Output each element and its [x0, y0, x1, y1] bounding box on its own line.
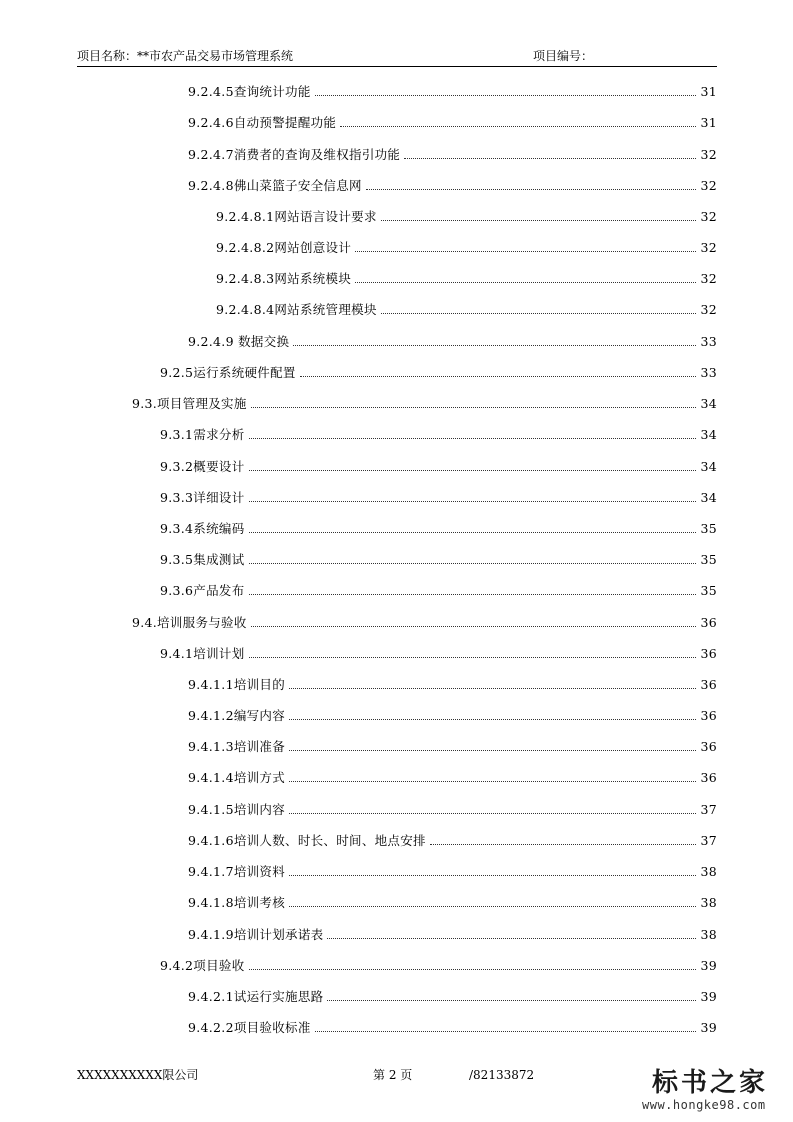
toc-entry[interactable]: [160, 550, 717, 570]
toc-entry-page: 34: [700, 490, 717, 505]
toc-entry[interactable]: [160, 363, 717, 383]
toc-entry[interactable]: [216, 207, 717, 227]
toc-entry-page: 36: [700, 677, 717, 692]
toc-entry-title: 9.3.2概要设计: [160, 459, 245, 474]
toc-leader: [340, 114, 696, 127]
toc-leader: [300, 364, 697, 377]
toc-entry-title: 9.3.3详细设计: [160, 490, 245, 505]
toc-entry-page: 35: [700, 552, 717, 567]
toc-entry-page: 37: [700, 833, 717, 848]
toc-entry[interactable]: [188, 893, 717, 913]
toc-entry[interactable]: [188, 82, 717, 102]
toc-entry[interactable]: [188, 862, 717, 882]
toc-entry[interactable]: [188, 1018, 717, 1038]
toc-entry-page: 33: [700, 334, 717, 349]
toc-entry[interactable]: [160, 519, 717, 539]
toc-entry-page: 36: [700, 708, 717, 723]
toc-leader: [249, 520, 697, 533]
toc-entry-title: 9.4.2.2项目验收标准: [188, 1020, 311, 1035]
toc-entry-title: 9.4.1.1培训目的: [188, 677, 286, 692]
toc-entry-title: 9.3.6产品发布: [160, 583, 245, 598]
toc-entry[interactable]: [216, 269, 717, 289]
toc-leader: [289, 769, 696, 782]
toc-entry[interactable]: [188, 145, 717, 165]
toc-entry-page: 34: [700, 459, 717, 474]
toc-leader: [249, 582, 697, 595]
toc-leader: [289, 863, 696, 876]
watermark-logo: [630, 1062, 780, 1116]
toc-entry-title: 9.4.1.2编写内容: [188, 708, 286, 723]
toc-leader: [249, 458, 697, 471]
toc-entry-title: 9.2.4.6自动预警提醒功能: [188, 115, 337, 130]
toc-leader: [430, 832, 697, 845]
toc-leader: [249, 489, 697, 502]
toc-entry-page: 36: [700, 646, 717, 661]
toc-leader: [355, 270, 696, 283]
toc-entry[interactable]: [188, 925, 717, 945]
toc-entry-title: 9.4.1.3培训准备: [188, 739, 286, 754]
toc-entry-page: 34: [700, 427, 717, 442]
toc-entry-page: 32: [700, 271, 717, 286]
toc-entry-page: 33: [700, 365, 717, 380]
toc-leader: [404, 146, 696, 159]
toc-entry-page: 38: [700, 927, 717, 942]
toc-entry-page: 34: [700, 396, 717, 411]
toc-leader: [293, 333, 696, 346]
toc-leader: [289, 738, 696, 751]
toc-entry-title: 9.4.2项目验收: [160, 958, 245, 973]
toc-entry-page: 32: [700, 240, 717, 255]
toc-leader: [249, 426, 697, 439]
toc-entry-title: 9.4.1.9培训计划承诺表: [188, 927, 324, 942]
toc-entry-page: 35: [700, 521, 717, 536]
page-header: [77, 48, 717, 67]
toc-entry-title: 9.4.培训服务与验收: [132, 615, 247, 630]
toc-leader: [249, 957, 697, 970]
toc-entry-title: 9.2.4.8佛山菜篮子安全信息网: [188, 178, 362, 193]
toc-entry-title: 9.3.5集成测试: [160, 552, 245, 567]
toc-leader: [355, 239, 696, 252]
toc-leader: [315, 1019, 697, 1032]
toc-entry[interactable]: [188, 176, 717, 196]
toc-entry-page: 38: [700, 864, 717, 879]
toc-entry[interactable]: [160, 581, 717, 601]
toc-leader: [327, 988, 696, 1001]
toc-entry-title: 9.3.项目管理及实施: [132, 396, 247, 411]
toc-entry[interactable]: [160, 457, 717, 477]
toc-entry-title: 9.2.4.8.4网站系统管理模块: [216, 302, 377, 317]
toc-entry-page: 39: [700, 989, 717, 1004]
toc-entry-title: 9.4.2.1试运行实施思路: [188, 989, 324, 1004]
toc-leader: [327, 926, 696, 939]
toc-entry[interactable]: [160, 425, 717, 445]
project-name: 项目名称：**市农产品交易市场管理系统: [77, 49, 294, 63]
toc-entry[interactable]: [188, 831, 717, 851]
footer-page-number: 第 2 页: [373, 1068, 413, 1082]
toc-entry[interactable]: [160, 956, 717, 976]
watermark-title: 标书之家: [652, 1068, 769, 1098]
toc-leader: [315, 83, 697, 96]
toc-entry-page: 39: [700, 958, 717, 973]
toc-entry-title: 9.3.4系统编码: [160, 521, 245, 536]
toc-leader: [289, 676, 696, 689]
footer-company: XXXXXXXXXX限公司: [77, 1068, 199, 1082]
toc-entry-page: 36: [700, 770, 717, 785]
toc-entry-page: 31: [700, 115, 717, 130]
toc-entry-title: 9.4.1.6培训人数、时长、时间、地点安排: [188, 833, 426, 848]
toc-entry[interactable]: [188, 987, 717, 1007]
toc-leader: [289, 894, 696, 907]
toc-entry[interactable]: [188, 675, 717, 695]
toc-entry-page: 37: [700, 802, 717, 817]
toc-entry[interactable]: [160, 644, 717, 664]
toc-entry-title: 9.4.1培训计划: [160, 646, 245, 661]
toc-leader: [249, 645, 697, 658]
toc-entry-title: 9.3.1需求分析: [160, 427, 245, 442]
toc-entry[interactable]: [188, 768, 717, 788]
toc-entry-page: 39: [700, 1020, 717, 1035]
project-number: 项目编号：: [533, 49, 594, 63]
toc-entry-page: 36: [700, 615, 717, 630]
toc-entry-title: 9.2.4.5查询统计功能: [188, 84, 311, 99]
toc-leader: [249, 551, 697, 564]
toc-leader: [251, 395, 697, 408]
toc-leader: [251, 614, 697, 627]
toc-entry-title: 9.4.1.5培训内容: [188, 802, 286, 817]
toc-entry-title: 9.2.4.9 数据交换: [188, 334, 290, 349]
watermark-url: www.hongke98.com: [642, 1098, 766, 1112]
toc-entry-page: 32: [700, 302, 717, 317]
toc-entry-page: 32: [700, 209, 717, 224]
toc-entry[interactable]: [188, 113, 717, 133]
toc-leader: [289, 801, 696, 814]
toc-entry[interactable]: [160, 488, 717, 508]
toc-entry-page: 31: [700, 84, 717, 99]
toc-entry-page: 38: [700, 895, 717, 910]
toc-entry-title: 9.2.4.7消费者的查询及维权指引功能: [188, 147, 401, 162]
toc-leader: [366, 177, 697, 190]
toc-entry[interactable]: [188, 737, 717, 757]
page-footer: [77, 1067, 717, 1083]
toc-entry[interactable]: [216, 300, 717, 320]
footer-phone: /82133872: [469, 1068, 535, 1082]
toc-entry[interactable]: [132, 613, 717, 633]
toc-leader: [289, 707, 696, 720]
toc-entry-title: 9.2.4.8.1网站语言设计要求: [216, 209, 377, 224]
toc-entry-title: 9.4.1.7培训资料: [188, 864, 286, 879]
toc-entry-page: 32: [700, 178, 717, 193]
toc-entry-page: 32: [700, 147, 717, 162]
toc-entry[interactable]: [216, 238, 717, 258]
toc-entry[interactable]: [188, 800, 717, 820]
toc-entry-title: 9.4.1.4培训方式: [188, 770, 286, 785]
toc-entry-title: 9.2.4.8.3网站系统模块: [216, 271, 352, 286]
toc-entry[interactable]: [188, 706, 717, 726]
toc-entry-page: 35: [700, 583, 717, 598]
toc-entry-page: 36: [700, 739, 717, 754]
toc-entry[interactable]: [132, 394, 717, 414]
toc-leader: [381, 208, 697, 221]
toc-leader: [381, 301, 697, 314]
toc-entry-title: 9.4.1.8培训考核: [188, 895, 286, 910]
toc-entry-title: 9.2.5运行系统硬件配置: [160, 365, 296, 380]
toc-entry[interactable]: [188, 332, 717, 352]
toc-entry-title: 9.2.4.8.2网站创意设计: [216, 240, 352, 255]
